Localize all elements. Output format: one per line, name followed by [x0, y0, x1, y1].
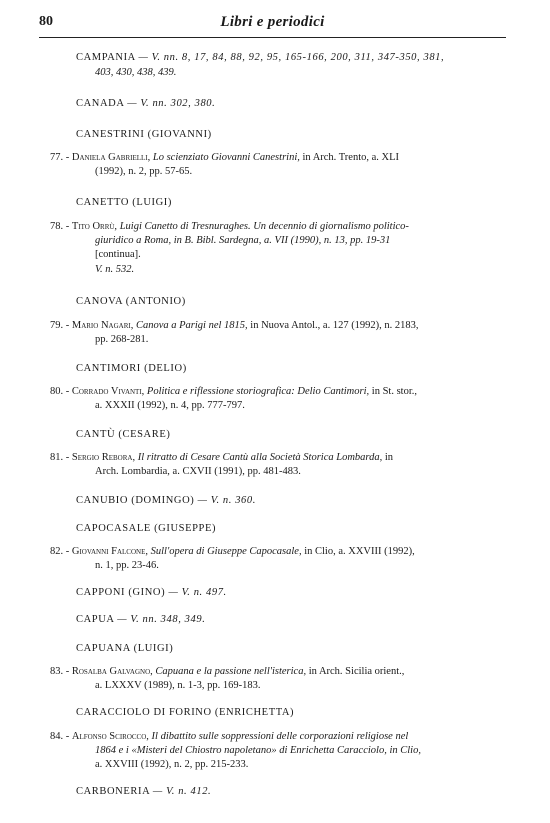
entry-number: 84. - [50, 731, 70, 742]
heading-line [76, 613, 205, 626]
entry-line [50, 385, 417, 398]
heading-line [76, 586, 227, 599]
entry-source: in Arch. Sicilia orient., [308, 666, 405, 677]
entry-title: Capuana e la passione nell'isterica, [155, 666, 307, 677]
entry-number: 83. - [50, 666, 70, 677]
entry-line-3: [continua]. [95, 249, 141, 260]
entry-title: Luigi Canetto di Tresnuraghes. Un decennio di giornalismo politico- [119, 221, 409, 232]
entry-line [50, 730, 408, 743]
heading-name: CANUBIO (DOMINGO) [76, 495, 195, 506]
entry-line-2: n. 1, pp. 23-46. [95, 560, 159, 571]
entry-line [50, 319, 419, 332]
entry-number: 79. - [50, 320, 70, 331]
heading-name: CANOVA (ANTONIO) [76, 296, 186, 307]
heading-name: CAPPONI (GINO) [76, 587, 166, 598]
entry-title: Politica e riflessione storiografica: Delio Cantimori, [146, 386, 370, 397]
entry-line-2: 1864 e i «Misteri del Chiostro napoletano» di Enrichetta Caracciolo, in Clio, [95, 745, 421, 756]
heading-name: CARBONERIA [76, 786, 150, 797]
heading-name: CANTÙ (CESARE) [76, 429, 171, 440]
entry-number: 78. - [50, 221, 70, 232]
entry-line [50, 545, 415, 558]
entry-line [50, 451, 393, 464]
entry-author: Daniela Gabrielli, [71, 152, 151, 163]
running-title: Libri e periodici [220, 14, 325, 30]
heading-name: CANADA [76, 98, 124, 109]
cross-reference: — V. n. 497. [168, 587, 227, 598]
cross-reference: — V. nn. 302, 380. [127, 98, 216, 109]
cross-reference-cont: 403, 430, 438, 439. [95, 67, 177, 78]
cross-reference: — V. n. 412. [152, 786, 212, 797]
entry-author: Giovanni Falcone, [71, 546, 148, 557]
entry-line-2: pp. 268-281. [95, 334, 149, 345]
cross-reference: — V. nn. 8, 17, 84, 88, 92, 95, 165-166, 200, 311, 347-350, 381, [138, 52, 445, 63]
heading-name: CAPUA [76, 614, 115, 625]
heading-name: CANETTO (LUIGI) [76, 197, 172, 208]
heading-name: CARACCIOLO DI FORINO (ENRICHETTA) [76, 707, 295, 718]
heading-name: CAPUANA (LUIGI) [76, 643, 174, 654]
heading-line [76, 51, 444, 64]
entry-title: Il ritratto di Cesare Cantù alla Società Storica Lombarda, [137, 452, 383, 463]
heading-line [76, 97, 215, 110]
entry-title: Canova a Parigi nel 1815, [135, 320, 248, 331]
entry-line-3: a. XXVIII (1992), n. 2, pp. 215-233. [95, 759, 249, 770]
entry-author: Alfonso Scirocco, [71, 731, 149, 742]
entry-source: in Arch. Trento, a. XLI [302, 152, 400, 163]
entry-line [50, 151, 399, 164]
entry-author: Rosalba Galvagno, [71, 666, 153, 677]
entry-line-2: a. LXXXV (1989), n. 1-3, pp. 169-183. [95, 680, 261, 691]
entry-number: 82. - [50, 546, 70, 557]
entry-source: in St. stor., [371, 386, 418, 397]
heading-name: CAPOCASALE (GIUSEPPE) [76, 523, 217, 534]
entry-line-2: a. XXXII (1992), n. 4, pp. 777-797. [95, 400, 245, 411]
entry-line-2: giuridico a Roma, in B. Bibl. Sardegna, a. VII (1990), n. 13, pp. 19-31 [95, 235, 391, 246]
cross-reference: — V. n. 360. [197, 495, 256, 506]
entry-number: 80. - [50, 386, 70, 397]
entry-title: Lo scienziato Giovanni Canestrini, [152, 152, 300, 163]
entry-number: 81. - [50, 452, 70, 463]
page-number: 80 [39, 14, 53, 29]
entry-author: Tito Orrù, [71, 221, 118, 232]
cross-reference: V. n. 532. [95, 264, 135, 275]
entry-title: Il dibattito sulle soppressioni delle corporazioni religiose nel [151, 731, 409, 742]
cross-reference: — V. nn. 348, 349. [117, 614, 206, 625]
entry-source: in [384, 452, 394, 463]
entry-title: Sull'opera di Giuseppe Capocasale, [150, 546, 302, 557]
entry-line [50, 665, 404, 678]
heading-name: CANTIMORI (DELIO) [76, 363, 187, 374]
entry-number: 77. - [50, 152, 70, 163]
entry-author: Mario Nagari, [71, 320, 134, 331]
heading-line [76, 494, 256, 507]
entry-source: in Clio, a. XXVIII (1992), [304, 546, 415, 557]
entry-author: Corrado Vivanti, [71, 386, 145, 397]
entry-line-2: Arch. Lombardia, a. CXVII (1991), pp. 481-483. [95, 466, 301, 477]
entry-source: in Nuova Antol., a. 127 (1992), n. 2183, [250, 320, 419, 331]
heading-name: CAMPANIA [76, 52, 136, 63]
heading-name: CANESTRINI (GIOVANNI) [76, 129, 212, 140]
entry-author: Sergio Rebora, [71, 452, 136, 463]
entry-line-2: (1992), n. 2, pp. 57-65. [95, 166, 193, 177]
heading-line [76, 785, 211, 798]
entry-line [50, 220, 409, 233]
